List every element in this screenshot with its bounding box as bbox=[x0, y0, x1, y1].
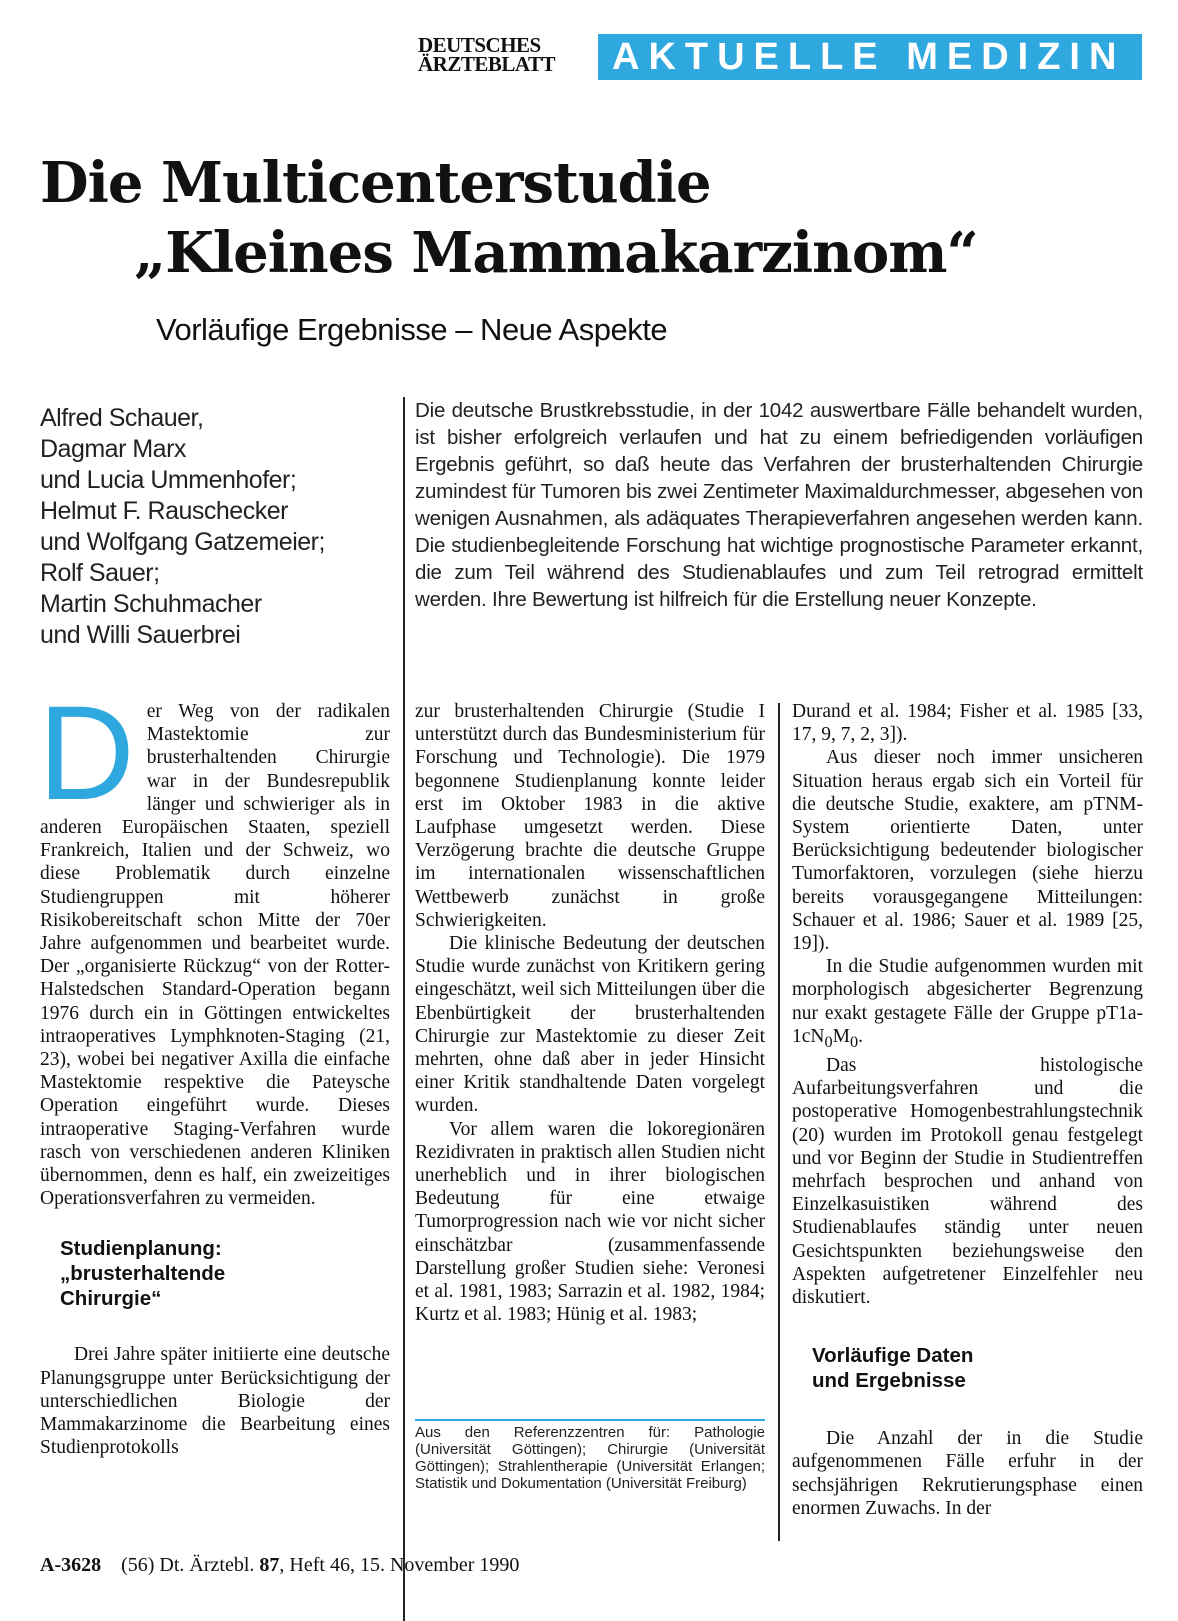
column-divider bbox=[778, 703, 780, 1541]
body-column-2 bbox=[415, 700, 765, 1326]
body-paragraph: Vor allem waren die lokoregionären Rezidivraten in praktisch allen Studien nicht unerheblich und in ihrer biologischen Bedeutung für eine etwaige Tumorprogression nach wie vor nicht sicher einschätzbar (zusammenfassende Darstellung großer Studien siehe: Veronesi et al. 1981, 1983; Sarrazin et al. 1982, 1984; Kurtz et al. 1983; Hünig et al. 1983; bbox=[415, 1118, 765, 1326]
body-paragraph: Aus dieser noch immer unsicheren Situation heraus ergab sich ein Vorteil für die deutsche Studie, exaktere, am pTNM-System orientierte Daten, unter Berücksichtigung bedeutender biologischer Tumorfaktoren, vorzulegen (siehe hierzu bereits vorausgegangene Mitteilungen: Schauer et al. 1986; Sauer et al. 1989 [25, 19]). bbox=[792, 747, 1143, 955]
author-line: und Lucia Ummenhofer; bbox=[40, 466, 297, 494]
masthead-line1: DEUTSCHES bbox=[418, 33, 541, 57]
abstract: Die deutsche Brustkrebsstudie, in der 1042 auswertbare Fälle behandelt wurden, ist bisher erfolgreich verlaufen und hat zu einem befriedigenden vorläufigen Ergebnis geführt, so daß heute das Verfahren der brusterhaltenden Chirurgie zumindest für Tumoren bis zwei Zentimeter Maximaldurchmesser, abgesehen von wenigen Ausnahmen, als adäquates Therapieverfahren angesehen werden kann. Die studienbegleitende Forschung hat wichtige prognostische Parameter erkannt, die zum Teil während des Studienablaufes und zum Teil retrograd ermittelt werden. Ihre Bewertung ist hilfreich für die Erstellung neuer Konzepte. bbox=[415, 399, 1143, 611]
citation-text: (56) Dt. Ärztebl. bbox=[121, 1554, 260, 1576]
subscript: 0 bbox=[849, 1032, 859, 1051]
page-footer bbox=[40, 1554, 519, 1577]
author-line: und Wolfgang Gatzemeier; bbox=[40, 528, 325, 556]
body-paragraph: Durand et al. 1984; Fisher et al. 1985 [33, 17, 9, 7, 2, 3]). bbox=[792, 701, 1143, 746]
column-divider bbox=[403, 397, 405, 1621]
body-paragraph bbox=[792, 955, 1143, 1054]
heading-line: Chirurgie“ bbox=[60, 1287, 162, 1311]
section-banner: AKTUELLE MEDIZIN bbox=[598, 34, 1142, 80]
paragraph-text: M bbox=[832, 1025, 850, 1047]
article-title bbox=[40, 148, 978, 288]
author-line: Helmut F. Rauschecker bbox=[40, 497, 288, 525]
subscript: 0 bbox=[824, 1032, 833, 1051]
body-paragraph: Drei Jahre später initiierte eine deutsche Planungsgruppe unter Berücksichtigung der unterschiedlichen Biologie der Mammakarzinome die Bearbeitung eines Studienprotokolls bbox=[40, 1344, 390, 1459]
author-line: Dagmar Marx bbox=[40, 435, 186, 463]
author-line: Rolf Sauer; bbox=[40, 559, 160, 587]
body-paragraph: Die klinische Bedeutung der deutschen Studie wurde zunächst von Kritikern gering eingeschätzt, weil sich Mitteilungen über die Ebenbürtigkeit der brusterhaltenden Chirurgie zur Mastektomie zu dieser Zeit mehrten, ohne daß aber in jeder Hinsicht einer Kritik standhaltende Daten vorgelegt wurden. bbox=[415, 933, 765, 1117]
paragraph-text: er Weg von der radikalen Mastektomie zur brusterhaltenden Chirurgie war in der Bundesrepublik länger und schwieriger als in anderen Europäischen Staaten, speziell Frankreich, Italien und der Schweiz, wo diese Problematik durch einzelne Studiengruppen mit höherer Risikobereitschaft schon Mitte der 70er Jahre aufgenommen und bearbeitet wurde. Der „organisierte Rückzug“ von der Rotter-Halstedschen Standard-Operation begann 1976 durch ein in Göttingen entwickeltes intraoperatives Lymphknoten-Staging (21, 23), wobei bei negativer Axilla die einfache Mastektomie respektive die Pateysche Operation eingeführt wurde. Dieses intraoperative Staging-Verfahren wurde rasch von verschiedenen anderen Kliniken übernommen, denn es half, ein zweizeitiges Operationsverfahren zu vermeiden. bbox=[40, 701, 390, 1210]
author-line: Alfred Schauer, bbox=[40, 404, 204, 432]
paragraph-text: In die Studie aufgenommen wurden mit morphologisch abgesicherter Begrenzung nur exakt gestagete Fälle der Gruppe pT1a-1cN bbox=[792, 956, 1143, 1047]
body-paragraph: Die Anzahl der in die Studie aufgenommenen Fälle erfuhr in der sechsjährigen Rekrutierungsphase einen enormen Zuwachs. In der bbox=[792, 1428, 1143, 1519]
drop-cap: D bbox=[38, 679, 135, 828]
journal-masthead bbox=[418, 33, 588, 76]
article-subtitle: Vorläufige Ergebnisse – Neue Aspekte bbox=[156, 312, 668, 347]
body-column-1 bbox=[38, 679, 390, 1459]
author-line: und Willi Sauerbrei bbox=[40, 621, 241, 649]
paragraph-text: . bbox=[858, 1025, 863, 1047]
citation-text: , Heft 46, 15. November 1990 bbox=[279, 1554, 520, 1576]
body-paragraph bbox=[38, 679, 390, 1210]
body-column-3 bbox=[792, 700, 1143, 1520]
volume-number: 87 bbox=[259, 1554, 280, 1576]
title-line1: Die Multicenterstudie bbox=[40, 150, 711, 216]
title-line2: „Kleines Mammakarzinom“ bbox=[134, 220, 978, 286]
masthead-line2: ÄRZTEBLATT bbox=[418, 52, 555, 76]
body-paragraph: Das histologische Aufarbeitungsverfahren und die postoperative Homogenbestrahlungstechnik (20) wurden im Protokoll genau festgelegt und vor Beginn der Studie in Studientreffen mehrfach besprochen und anhand von Einzelkasuistiken während des Studienablaufes ständig unter neuen Gesichtspunkten beziehungsweise den Aspekten aufgetretener Einzelfehler neu diskutiert. bbox=[792, 1054, 1143, 1308]
heading-line: Vorläufige Daten bbox=[812, 1344, 974, 1368]
heading-line: „brusterhaltende bbox=[60, 1262, 226, 1286]
section-heading bbox=[60, 1236, 390, 1311]
heading-line: Studienplanung: bbox=[60, 1237, 222, 1261]
author-list bbox=[40, 403, 400, 651]
section-heading bbox=[812, 1343, 1143, 1393]
affiliation-footnote: Aus den Referenzzentren für: Pathologie (Universität Göttingen); Chirurgie (Universität Göttingen); Strahlentherapie (Universität Erlangen; Statistik und Dokumentation (Universität Freiburg) bbox=[415, 1424, 765, 1492]
footnote-rule bbox=[415, 1419, 765, 1421]
heading-line: und Ergebnisse bbox=[812, 1369, 966, 1393]
page-code: A-3628 bbox=[40, 1554, 102, 1576]
author-line: Martin Schuhmacher bbox=[40, 590, 262, 618]
body-paragraph: zur brusterhaltenden Chirurgie (Studie I unterstützt durch das Bundesministerium für Forschung und Technologie). Die 1979 begonnene Studienplanung konnte leider erst im Oktober 1983 in die aktive Laufphase umgesetzt werden. Diese Verzögerung brachte die deutsche Gruppe im internationalen wissenschaftlichen Wettbewerb zunächst in große Schwierigkeiten. bbox=[415, 701, 765, 931]
